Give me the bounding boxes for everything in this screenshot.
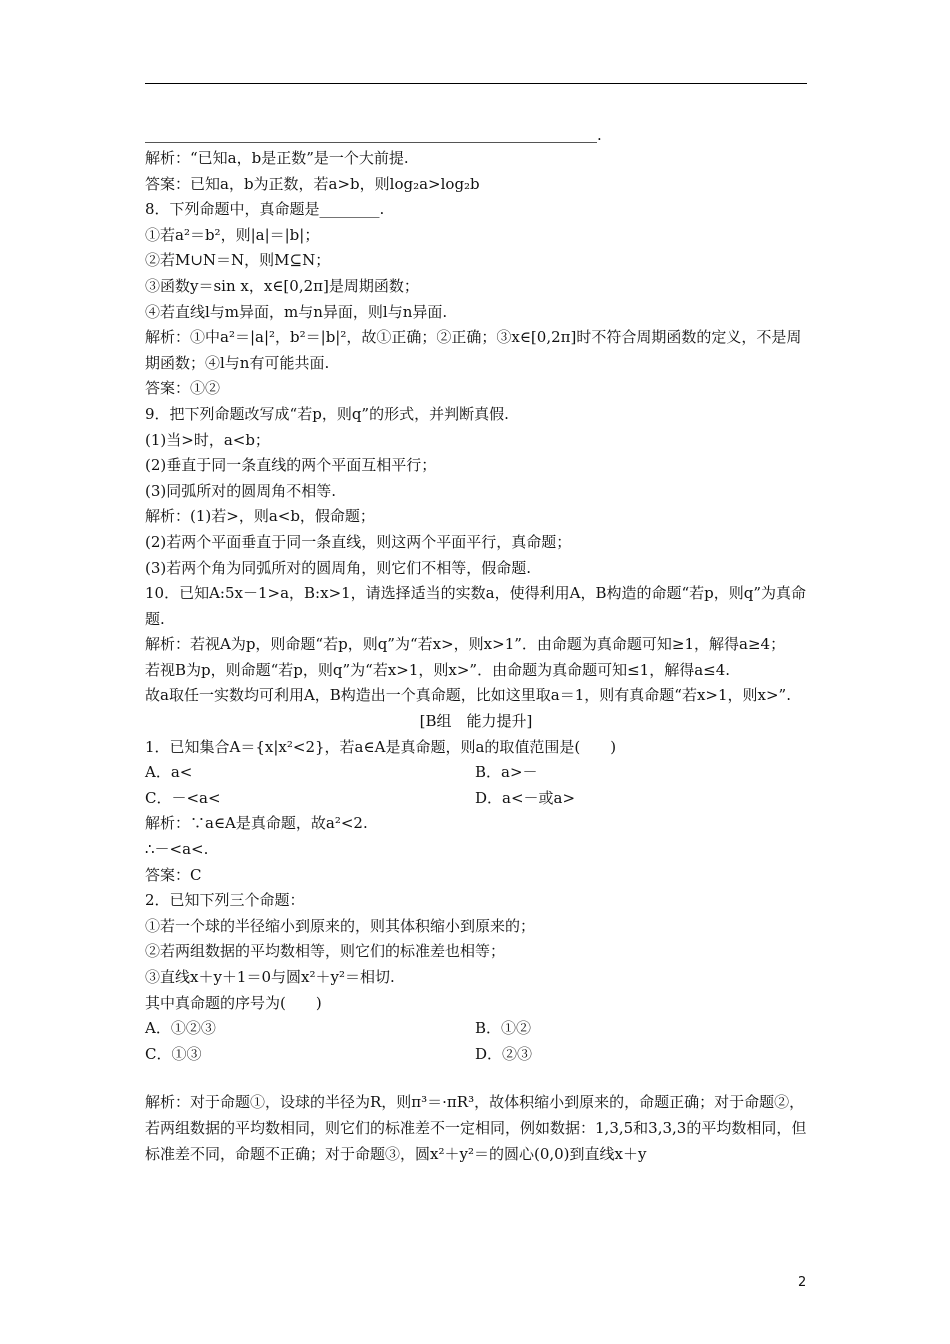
q10-analysis-2: 若视B为p，则命题“若p，则q”为“若x>1，则x>”．由命题为真命题可知≤1，解得a≤4. bbox=[145, 660, 731, 679]
b-q2-analysis: 解析：对于命题①，设球的半径为R，则π³＝·πR³，故体积缩小到原来的，命题正确；对于命题②，若两组数据的平均数相同，则它们的标准差不一定相同，例如数据：1,3,5和3,3,3的平均数相同，但标准差不同，命题不正确；对于命题③，圆x²＋y²＝的圆心(0,0)到直线x＋y bbox=[145, 1093, 807, 1163]
q8-item-4: ④若直线l与m异面，m与n异面，则l与n异面. bbox=[145, 302, 448, 321]
q9-analysis-3: (3)若两个角为同弧所对的圆周角，则它们不相等，假命题. bbox=[145, 558, 532, 577]
b-q2-stem: 2．已知下列三个命题： bbox=[145, 891, 305, 910]
q10-stem: 10．已知A:5x－1>a，B:x>1，请选择适当的实数a，使得利用A，B构造的命题“若p，则q”为真命题. bbox=[145, 584, 807, 628]
b-q2-option-d: D．②③ bbox=[475, 1044, 533, 1063]
q7-answer: 答案：已知a，b为正数，若a>b，则log₂a>log₂b bbox=[145, 174, 480, 193]
q8-item-2: ②若M∪N＝N，则M⊆N； bbox=[145, 251, 331, 270]
b-q2-option-a: A．①②③ bbox=[145, 1019, 216, 1038]
b-q2-option-b: B．①② bbox=[475, 1019, 532, 1038]
q10-analysis-3: 故a取任一实数均可利用A，B构造出一个真命题，比如这里取a＝1，则有真命题“若x>1，则x>”. bbox=[145, 686, 791, 705]
q9-stem: 9．把下列命题改写成“若p，则q”的形式，并判断真假. bbox=[145, 404, 509, 423]
header-rule bbox=[145, 83, 807, 84]
answer-blank-end: . bbox=[597, 126, 602, 144]
q10-analysis-1: 解析：若视A为p，则命题“若p，则q”为“若x>，则x>1”．由命题为真命题可知≥1，解得a≥4； bbox=[145, 635, 786, 654]
b-q1-stem: 1．已知集合A＝{x|x²<2}，若a∈A是真命题，则a的取值范围是( ) bbox=[145, 737, 617, 756]
document-body bbox=[145, 146, 807, 1167]
b-q2-options-row-2 bbox=[145, 1042, 807, 1068]
q9-item-3: (3)同弧所对的圆周角不相等. bbox=[145, 481, 337, 500]
q8-answer: 答案：①② bbox=[145, 379, 221, 398]
b-q1-analysis-1: 解析：∵a∈A是真命题，故a²<2. bbox=[145, 814, 368, 833]
b-q1-option-b: B．a>－ bbox=[475, 763, 538, 782]
q8-analysis: 解析：①中a²＝|a|²，b²＝|b|²，故①正确；②正确；③x∈[0,2π]时不符合周期函数的定义，不是周期函数；④l与n有可能共面. bbox=[145, 328, 802, 372]
q9-item-1: (1)当>时，a<b； bbox=[145, 430, 270, 449]
b-q2-item-1: ①若一个球的半径缩小到原来的，则其体积缩小到原来的； bbox=[145, 916, 536, 935]
q9-item-2: (2)垂直于同一条直线的两个平面互相平行； bbox=[145, 456, 437, 475]
b-q1-option-a: A．a< bbox=[145, 763, 193, 782]
b-q1-options-row-1 bbox=[145, 760, 807, 786]
b-q2-item-2: ②若两组数据的平均数相等，则它们的标准差也相等； bbox=[145, 942, 506, 961]
q9-analysis-1: 解析：(1)若>，则a<b，假命题； bbox=[145, 507, 375, 526]
q8-item-3: ③函数y＝sin x，x∈[0,2π]是周期函数； bbox=[145, 276, 419, 295]
b-q2-item-3: ③直线x＋y＋1＝0与圆x²＋y²＝相切. bbox=[145, 968, 395, 986]
b-q1-analysis-2: ∴－<a<. bbox=[145, 840, 209, 859]
section-title-b: [B组 能力提升] bbox=[419, 712, 533, 731]
spacer bbox=[145, 1067, 807, 1090]
b-q2-option-c: C．①③ bbox=[145, 1044, 202, 1063]
page-number: 2 bbox=[798, 1275, 807, 1290]
b-q2-options-row-1 bbox=[145, 1016, 807, 1042]
q8-stem: 8．下列命题中，真命题是________. bbox=[145, 200, 385, 219]
b-q1-options-row-2 bbox=[145, 786, 807, 812]
b-q2-question: 其中真命题的序号为( ) bbox=[145, 993, 322, 1012]
q9-analysis-2: (2)若两个平面垂直于同一条直线，则这两个平面平行，真命题； bbox=[145, 532, 572, 551]
q8-item-1: ①若a²＝b²，则|a|＝|b|； bbox=[145, 225, 320, 244]
b-q1-answer: 答案：C bbox=[145, 865, 202, 884]
b-q1-option-c: C．－<a< bbox=[145, 788, 221, 807]
b-q1-option-d: D．a<－或a> bbox=[475, 788, 576, 807]
answer-blank-line bbox=[145, 142, 597, 143]
q7-analysis: 解析：“已知a，b是正数”是一个大前提. bbox=[145, 149, 409, 167]
